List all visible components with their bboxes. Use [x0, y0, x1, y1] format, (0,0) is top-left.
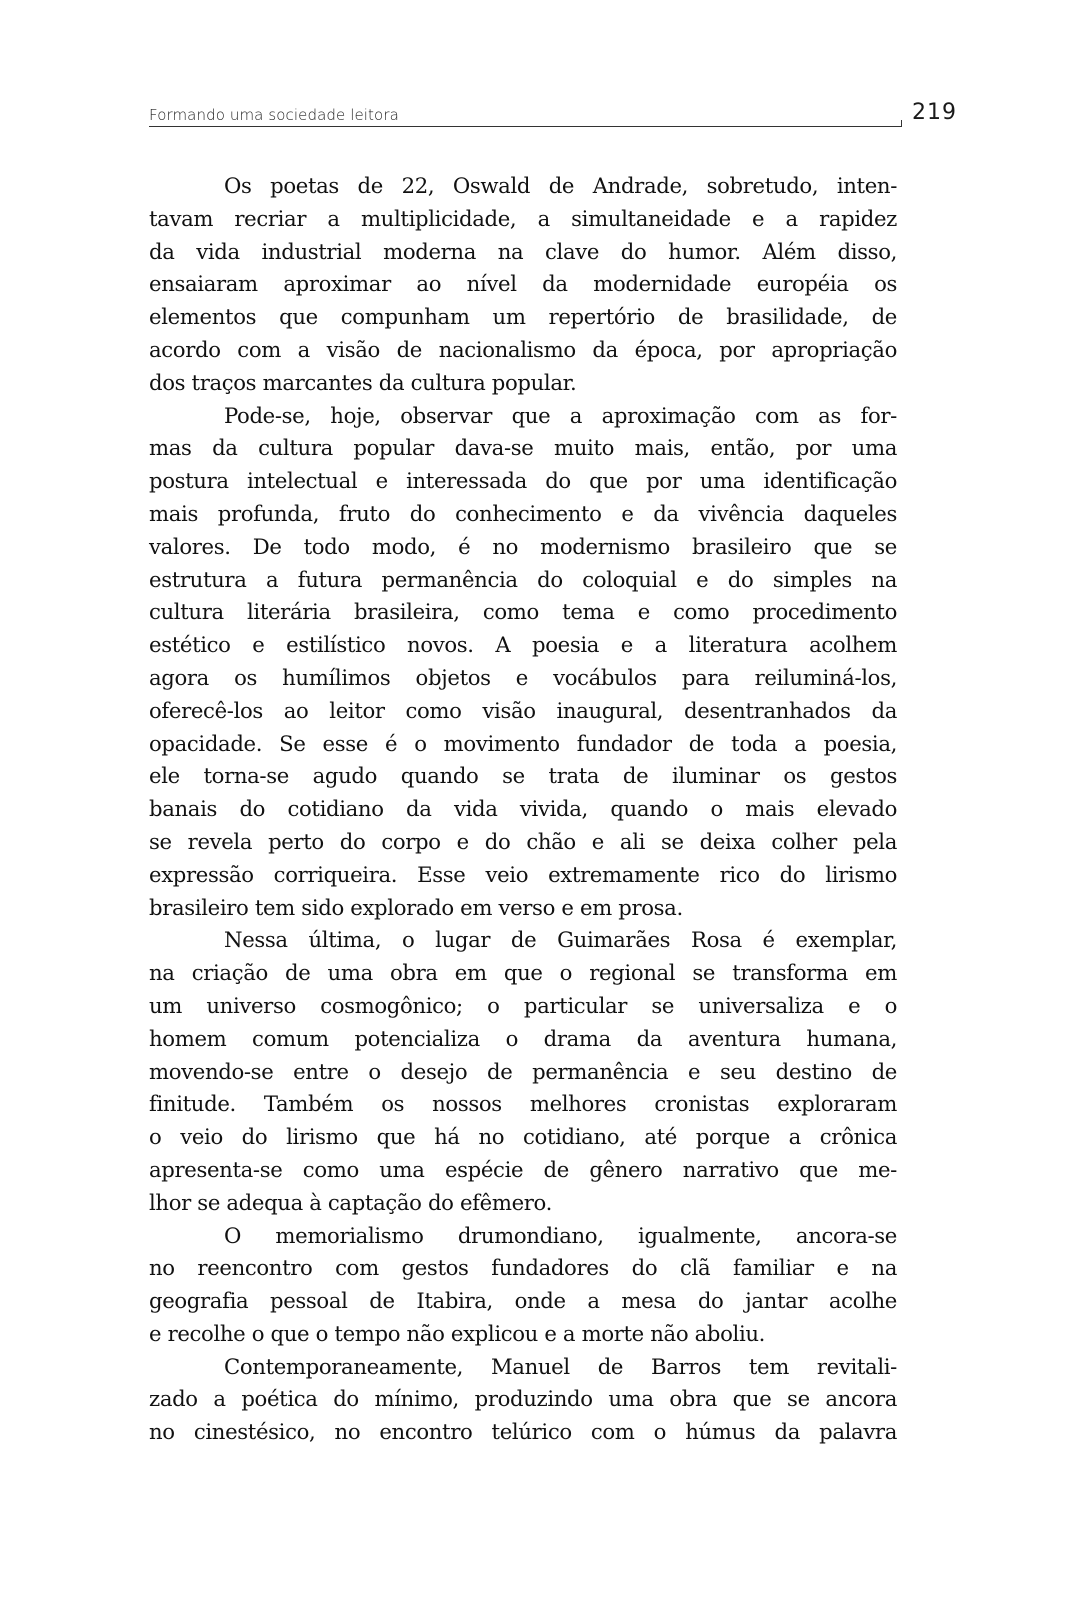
- text-line: finitude. Também os nossos melhores cronistas exploraram: [149, 1091, 897, 1117]
- running-head-rule-tick: [901, 120, 902, 127]
- text-line: agora os humílimos objetos e vocábulos para reiluminá-los,: [149, 664, 897, 690]
- text-line: Pode-se, hoje, observar que a aproximação com as for-: [224, 402, 897, 428]
- page-number: 219: [912, 100, 957, 125]
- text-line: Nessa última, o lugar de Guimarães Rosa é exemplar,: [224, 927, 897, 953]
- text-line: um universo cosmogônico; o particular se universaliza e o: [149, 992, 897, 1018]
- text-line: apresenta-se como uma espécie de gênero narrativo que me-: [149, 1156, 897, 1182]
- text-line: geografia pessoal de Itabira, onde a mesa do jantar acolhe: [149, 1288, 897, 1314]
- text-line: acordo com a visão de nacionalismo da época, por apropriação: [149, 336, 897, 362]
- text-line: tavam recriar a multiplicidade, a simultaneidade e a rapidez: [149, 205, 897, 231]
- body-text: [149, 170, 897, 1449]
- text-line: da vida industrial moderna na clave do humor. Além disso,: [149, 238, 897, 264]
- text-line: se revela perto do corpo e do chão e ali se deixa colher pela: [149, 828, 897, 854]
- text-line: ele torna-se agudo quando se trata de iluminar os gestos: [149, 763, 897, 789]
- text-line: lhor se adequa à captação do efêmero.: [149, 1189, 552, 1215]
- text-line: valores. De todo modo, é no modernismo brasileiro que se: [149, 533, 897, 559]
- text-line: estrutura a futura permanência do coloquial e do simples na: [149, 566, 897, 592]
- text-line: o veio do lirismo que há no cotidiano, até porque a crônica: [149, 1124, 897, 1150]
- text-line: mais profunda, fruto do conhecimento e da vivência daqueles: [149, 500, 897, 526]
- text-line: dos traços marcantes da cultura popular.: [149, 369, 577, 395]
- text-line: homem comum potencializa o drama da aventura humana,: [149, 1025, 897, 1051]
- text-line: mas da cultura popular dava-se muito mais, então, por uma: [149, 435, 897, 461]
- running-title: Formando uma sociedade leitora: [149, 106, 399, 124]
- text-line: estético e estilístico novos. A poesia e a literatura acolhem: [149, 632, 897, 658]
- paragraph: [149, 400, 897, 925]
- paragraph: [149, 170, 897, 400]
- text-line: zado a poética do mínimo, produzindo uma obra que se ancora: [149, 1386, 897, 1412]
- text-line: no cinestésico, no encontro telúrico com o húmus da palavra: [149, 1419, 897, 1445]
- text-line: no reencontro com gestos fundadores do clã familiar e na: [149, 1255, 897, 1281]
- running-head: [149, 102, 901, 127]
- text-line: postura intelectual e interessada do que por uma identificação: [149, 468, 897, 494]
- text-line: Os poetas de 22, Oswald de Andrade, sobretudo, inten-: [224, 173, 897, 198]
- text-line: Contemporaneamente, Manuel de Barros tem revitali-: [224, 1353, 897, 1379]
- text-line: expressão corriqueira. Esse veio extremamente rico do lirismo: [149, 861, 897, 887]
- paragraph: [149, 1220, 897, 1351]
- text-line: movendo-se entre o desejo de permanência e seu destino de: [149, 1058, 897, 1084]
- text-line: brasileiro tem sido explorado em verso e em prosa.: [149, 894, 683, 920]
- paragraph: [149, 924, 897, 1219]
- text-line: oferecê-los ao leitor como visão inaugural, desentranhados da: [149, 697, 897, 723]
- text-line: banais do cotidiano da vida vivida, quando o mais elevado: [149, 796, 897, 822]
- text-line: e recolhe o que o tempo não explicou e a morte não aboliu.: [149, 1320, 766, 1346]
- text-line: cultura literária brasileira, como tema e como procedimento: [149, 599, 897, 625]
- text-line: na criação de uma obra em que o regional se transforma em: [149, 960, 897, 986]
- text-line: elementos que compunham um repertório de brasilidade, de: [149, 304, 897, 330]
- text-line: ensaiaram aproximar ao nível da modernidade européia os: [149, 271, 897, 297]
- text-line: O memorialismo drumondiano, igualmente, ancora-se: [224, 1222, 897, 1248]
- paragraph: [149, 1351, 897, 1449]
- text-line: opacidade. Se esse é o movimento fundador de toda a poesia,: [149, 730, 897, 756]
